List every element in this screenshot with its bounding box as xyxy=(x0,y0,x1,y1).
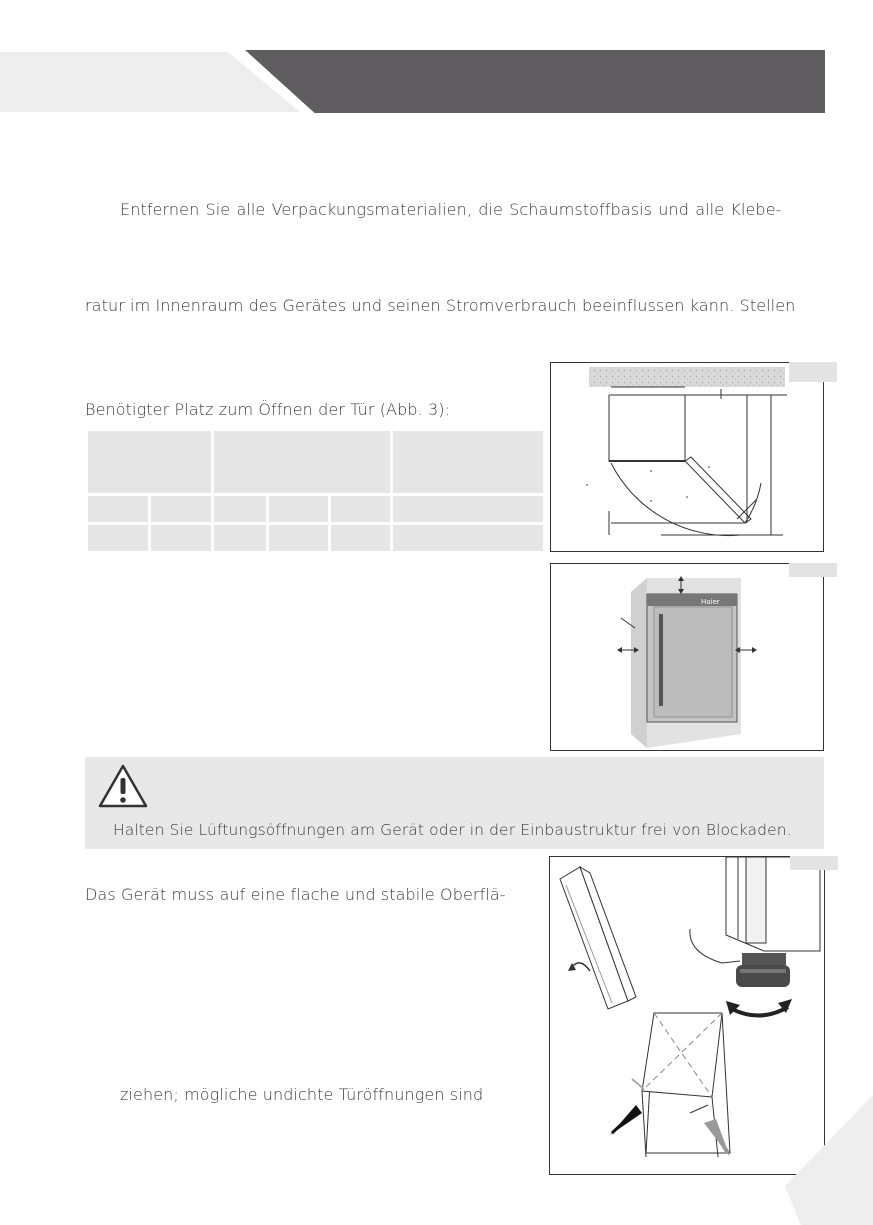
table-cell xyxy=(214,525,266,551)
table-cell xyxy=(331,525,390,551)
table-cell xyxy=(88,525,148,551)
table-cell xyxy=(269,496,328,522)
table-cell xyxy=(88,496,148,522)
header-left-tab xyxy=(0,52,300,112)
cabinet-clearance-diagram xyxy=(551,564,823,750)
table-cell xyxy=(151,496,211,522)
table-cell xyxy=(214,496,266,522)
table-header-row xyxy=(88,431,543,493)
surface-paragraph-line: Das Gerät muss auf eine flache und stabile Oberflä- xyxy=(85,885,506,904)
figure-number-tab xyxy=(789,362,837,382)
table-cell xyxy=(393,525,543,551)
wall-hatch xyxy=(589,367,785,387)
leveling-feet-diagram xyxy=(550,857,824,1174)
warning-text: Halten Sie Lüftungsöffnungen am Gerät oder in der Einbaustruktur frei von Blockaden. xyxy=(113,821,792,839)
door-opening-diagram xyxy=(551,363,823,551)
table-row xyxy=(88,525,543,551)
appliance-brand-label: Haier xyxy=(701,598,720,606)
door-seal-paragraph-line: ziehen; mögliche undichte Türöffnungen sind xyxy=(120,1085,484,1104)
door-clearance-table xyxy=(85,428,546,554)
warning-triangle-icon xyxy=(97,763,149,809)
table-cell xyxy=(151,525,211,551)
header-bar xyxy=(245,50,825,113)
packaging-paragraph-line: Entfernen Sie alle Verpackungsmaterialien, die Schaumstoffbasis und alle Klebe- xyxy=(120,200,782,219)
figure-door-opening xyxy=(550,362,824,552)
door-space-heading: Benötigter Platz zum Öffnen der Tür (Abb. 3): xyxy=(85,400,451,419)
figure-ventilation-clearance xyxy=(550,563,824,751)
table-header-cell xyxy=(88,431,211,493)
table-header-cell xyxy=(214,431,390,493)
figure-number-tab xyxy=(790,856,838,870)
table-cell xyxy=(269,525,328,551)
figure-leveling xyxy=(549,856,825,1175)
temperature-paragraph-line: ratur im Innenraum des Gerätes und seinen Stromverbrauch beeinflussen kann. Stellen xyxy=(85,296,796,315)
table-row xyxy=(88,496,543,522)
table-cell xyxy=(393,496,543,522)
warning-box xyxy=(85,757,824,849)
table-cell xyxy=(331,496,390,522)
table-header-cell xyxy=(393,431,543,493)
figure-number-tab xyxy=(789,563,837,577)
